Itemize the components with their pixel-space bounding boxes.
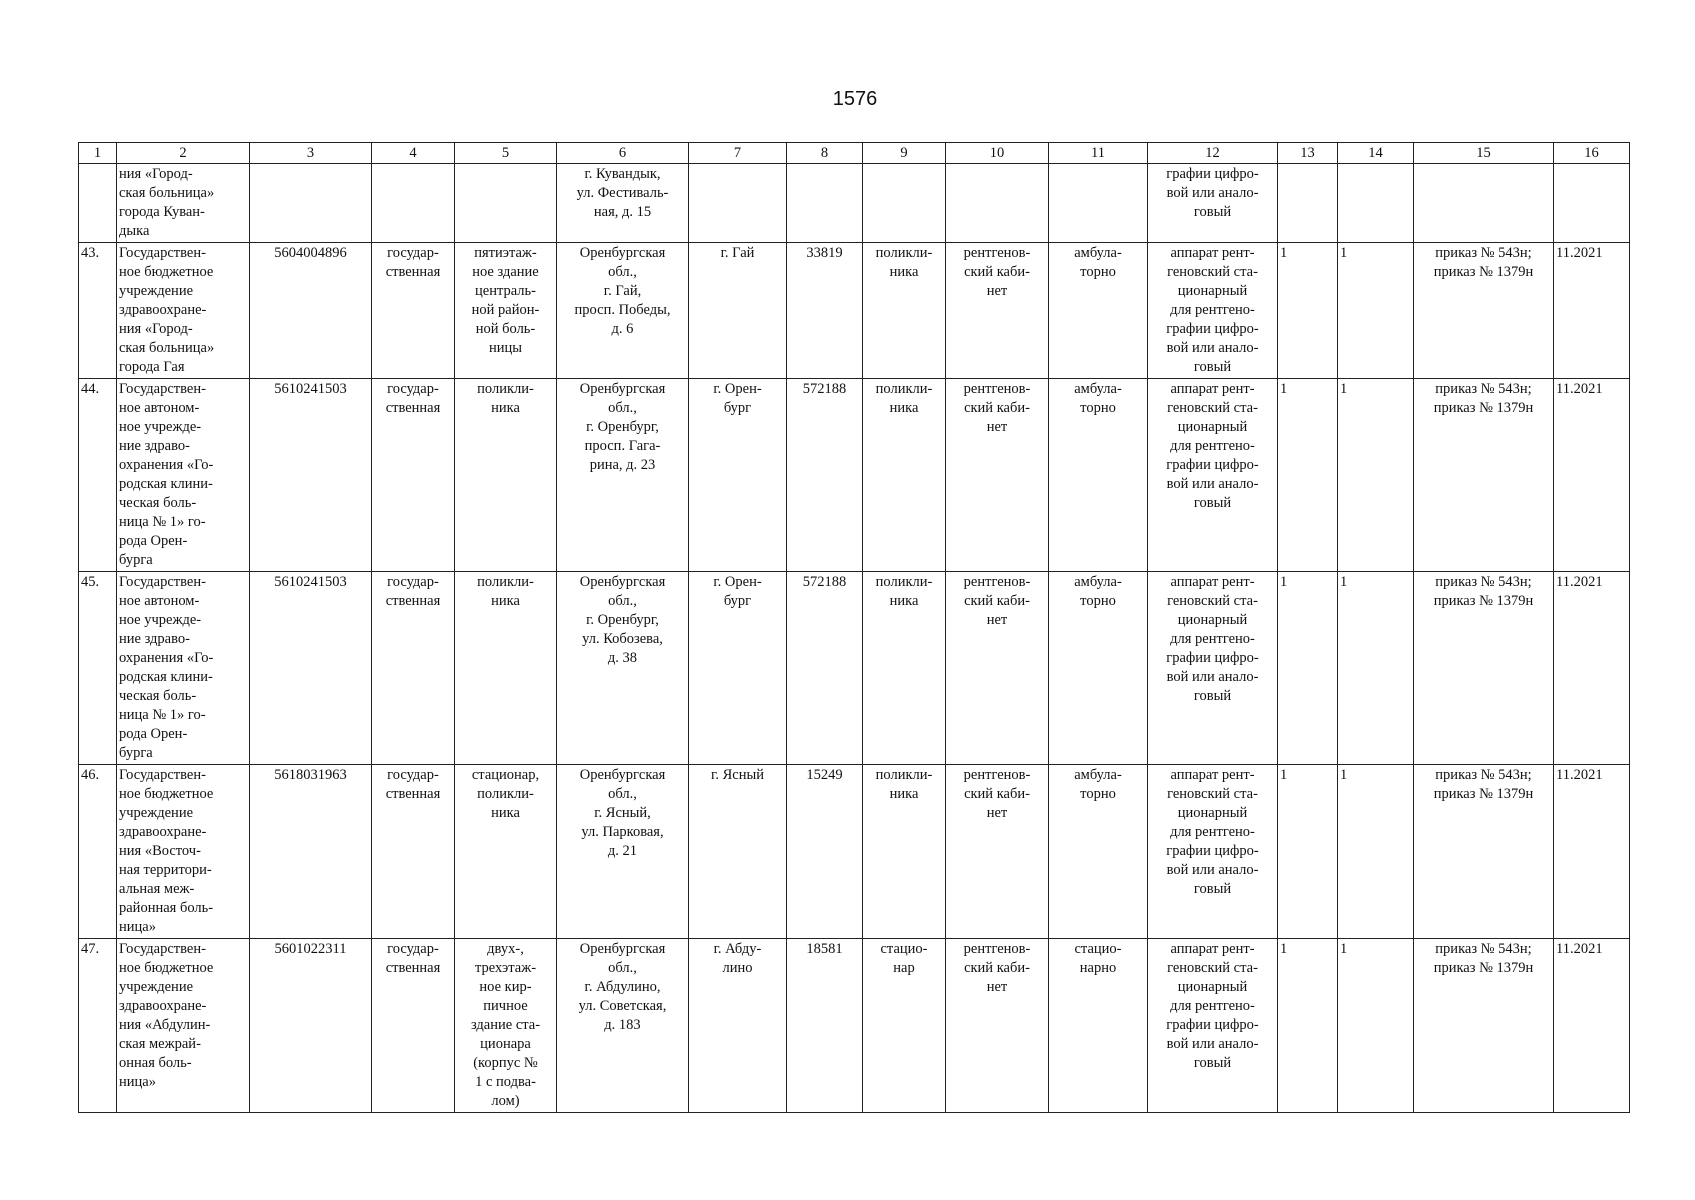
date: 11.2021 [1554,572,1630,765]
header-cell: 10 [946,143,1049,164]
header-cell: 16 [1554,143,1630,164]
header-cell: 6 [557,143,689,164]
equipment: аппарат рент- геновский ста- ционарный для рентгено- графии цифро- вой или анало- говый [1148,379,1278,572]
population: 18581 [787,939,863,1113]
row-number: 43. [79,243,117,379]
page-number: 1576 [832,88,878,110]
header-cell: 5 [455,143,557,164]
building: пятиэтаж- ное здание централь- ной район- ной боль- ницы [455,243,557,379]
table-row [79,939,1630,1113]
room: рентгенов- ский каби- нет [946,379,1049,572]
building: двух-, трехэтаж- ное кир- пичное здание ста- ционара (корпус № 1 с подва- лом) [455,939,557,1113]
population [787,164,863,243]
address: Оренбургская обл., г. Оренбург, ул. Кобозева, д. 38 [557,572,689,765]
count-col-13: 1 [1278,572,1338,765]
header-cell: 1 [79,143,117,164]
table-body [79,143,1630,1113]
count-col-13: 1 [1278,243,1338,379]
count-col-14: 1 [1338,765,1414,939]
header-cell: 15 [1414,143,1554,164]
locality: г. Гай [689,243,787,379]
count-col-13: 1 [1278,379,1338,572]
equipment: аппарат рент- геновский ста- ционарный для рентгено- графии цифро- вой или анало- говый [1148,243,1278,379]
inn [250,164,372,243]
count-col-14 [1338,164,1414,243]
care-form: амбула- торно [1049,243,1148,379]
population: 15249 [787,765,863,939]
room: рентгенов- ский каби- нет [946,572,1049,765]
building [455,164,557,243]
care-form: амбула- торно [1049,765,1148,939]
count-col-14: 1 [1338,572,1414,765]
care-form: амбула- торно [1049,572,1148,765]
table-row [79,572,1630,765]
ownership: государ- ственная [372,765,455,939]
header-cell: 8 [787,143,863,164]
orders: приказ № 543н; приказ № 1379н [1414,572,1554,765]
equipment: аппарат рент- геновский ста- ционарный для рентгено- графии цифро- вой или анало- говый [1148,572,1278,765]
facility-register-table [78,142,1630,1113]
orders: приказ № 543н; приказ № 1379н [1414,765,1554,939]
header-cell: 9 [863,143,946,164]
ownership: государ- ственная [372,572,455,765]
count-col-13: 1 [1278,939,1338,1113]
unit-type: поликли- ника [863,243,946,379]
row-number: 46. [79,765,117,939]
unit-type: стацио- нар [863,939,946,1113]
inn: 5610241503 [250,379,372,572]
care-form [1049,164,1148,243]
header-cell: 14 [1338,143,1414,164]
table-row [79,243,1630,379]
ownership: государ- ственная [372,379,455,572]
organization-name: Государствен- ное бюджетное учреждение здравоохране- ния «Восточ- ная территори- альная меж- районная боль- ница» [117,765,250,939]
organization-name: Государствен- ное автоном- ное учрежде- ние здраво- охранения «Го- родская клини- ческая боль- ница № 1» го- рода Орен- бурга [117,572,250,765]
address: Оренбургская обл., г. Оренбург, просп. Гага- рина, д. 23 [557,379,689,572]
unit-type: поликли- ника [863,572,946,765]
room [946,164,1049,243]
date: 11.2021 [1554,765,1630,939]
count-col-14: 1 [1338,243,1414,379]
ownership [372,164,455,243]
table-row [79,765,1630,939]
building: поликли- ника [455,379,557,572]
table-row [79,379,1630,572]
inn: 5618031963 [250,765,372,939]
orders [1414,164,1554,243]
organization-name: Государствен- ное бюджетное учреждение здравоохране- ния «Город- ская больница» города Гая [117,243,250,379]
population: 572188 [787,572,863,765]
date [1554,164,1630,243]
inn: 5610241503 [250,572,372,765]
room: рентгенов- ский каби- нет [946,939,1049,1113]
unit-type [863,164,946,243]
care-form: стацио- нарно [1049,939,1148,1113]
equipment: аппарат рент- геновский ста- ционарный для рентгено- графии цифро- вой или анало- говый [1148,765,1278,939]
row-number: 45. [79,572,117,765]
organization-name: Государствен- ное автоном- ное учрежде- ние здраво- охранения «Го- родская клини- ческая боль- ница № 1» го- рода Орен- бурга [117,379,250,572]
care-form: амбула- торно [1049,379,1148,572]
organization-name: Государствен- ное бюджетное учреждение здравоохране- ния «Абдулин- ская межрай- онная боль- ница» [117,939,250,1113]
header-cell: 12 [1148,143,1278,164]
locality: г. Ясный [689,765,787,939]
equipment: графии цифро- вой или анало- говый [1148,164,1278,243]
header-cell: 2 [117,143,250,164]
header-cell: 4 [372,143,455,164]
locality [689,164,787,243]
room: рентгенов- ский каби- нет [946,243,1049,379]
organization-name: ния «Город- ская больница» города Куван- дыка [117,164,250,243]
date: 11.2021 [1554,243,1630,379]
ownership: государ- ственная [372,243,455,379]
date: 11.2021 [1554,379,1630,572]
address: Оренбургская обл., г. Ясный, ул. Парковая, д. 21 [557,765,689,939]
header-cell: 7 [689,143,787,164]
orders: приказ № 543н; приказ № 1379н [1414,243,1554,379]
inn: 5601022311 [250,939,372,1113]
row-number: 44. [79,379,117,572]
room: рентгенов- ский каби- нет [946,765,1049,939]
count-col-13 [1278,164,1338,243]
address: Оренбургская обл., г. Абдулино, ул. Советская, д. 183 [557,939,689,1113]
orders: приказ № 543н; приказ № 1379н [1414,379,1554,572]
ownership: государ- ственная [372,939,455,1113]
row-number [79,164,117,243]
unit-type: поликли- ника [863,379,946,572]
header-cell: 3 [250,143,372,164]
column-number-header [79,143,1630,164]
address: Оренбургская обл., г. Гай, просп. Победы, д. 6 [557,243,689,379]
count-col-13: 1 [1278,765,1338,939]
count-col-14: 1 [1338,939,1414,1113]
table-row [79,164,1630,243]
building: поликли- ника [455,572,557,765]
locality: г. Орен- бург [689,379,787,572]
header-cell: 11 [1049,143,1148,164]
population: 33819 [787,243,863,379]
locality: г. Абду- лино [689,939,787,1113]
orders: приказ № 543н; приказ № 1379н [1414,939,1554,1113]
header-cell: 13 [1278,143,1338,164]
count-col-14: 1 [1338,379,1414,572]
unit-type: поликли- ника [863,765,946,939]
row-number: 47. [79,939,117,1113]
address: г. Кувандык, ул. Фестиваль- ная, д. 15 [557,164,689,243]
building: стационар, поликли- ника [455,765,557,939]
date: 11.2021 [1554,939,1630,1113]
equipment: аппарат рент- геновский ста- ционарный для рентгено- графии цифро- вой или анало- говый [1148,939,1278,1113]
population: 572188 [787,379,863,572]
locality: г. Орен- бург [689,572,787,765]
inn: 5604004896 [250,243,372,379]
